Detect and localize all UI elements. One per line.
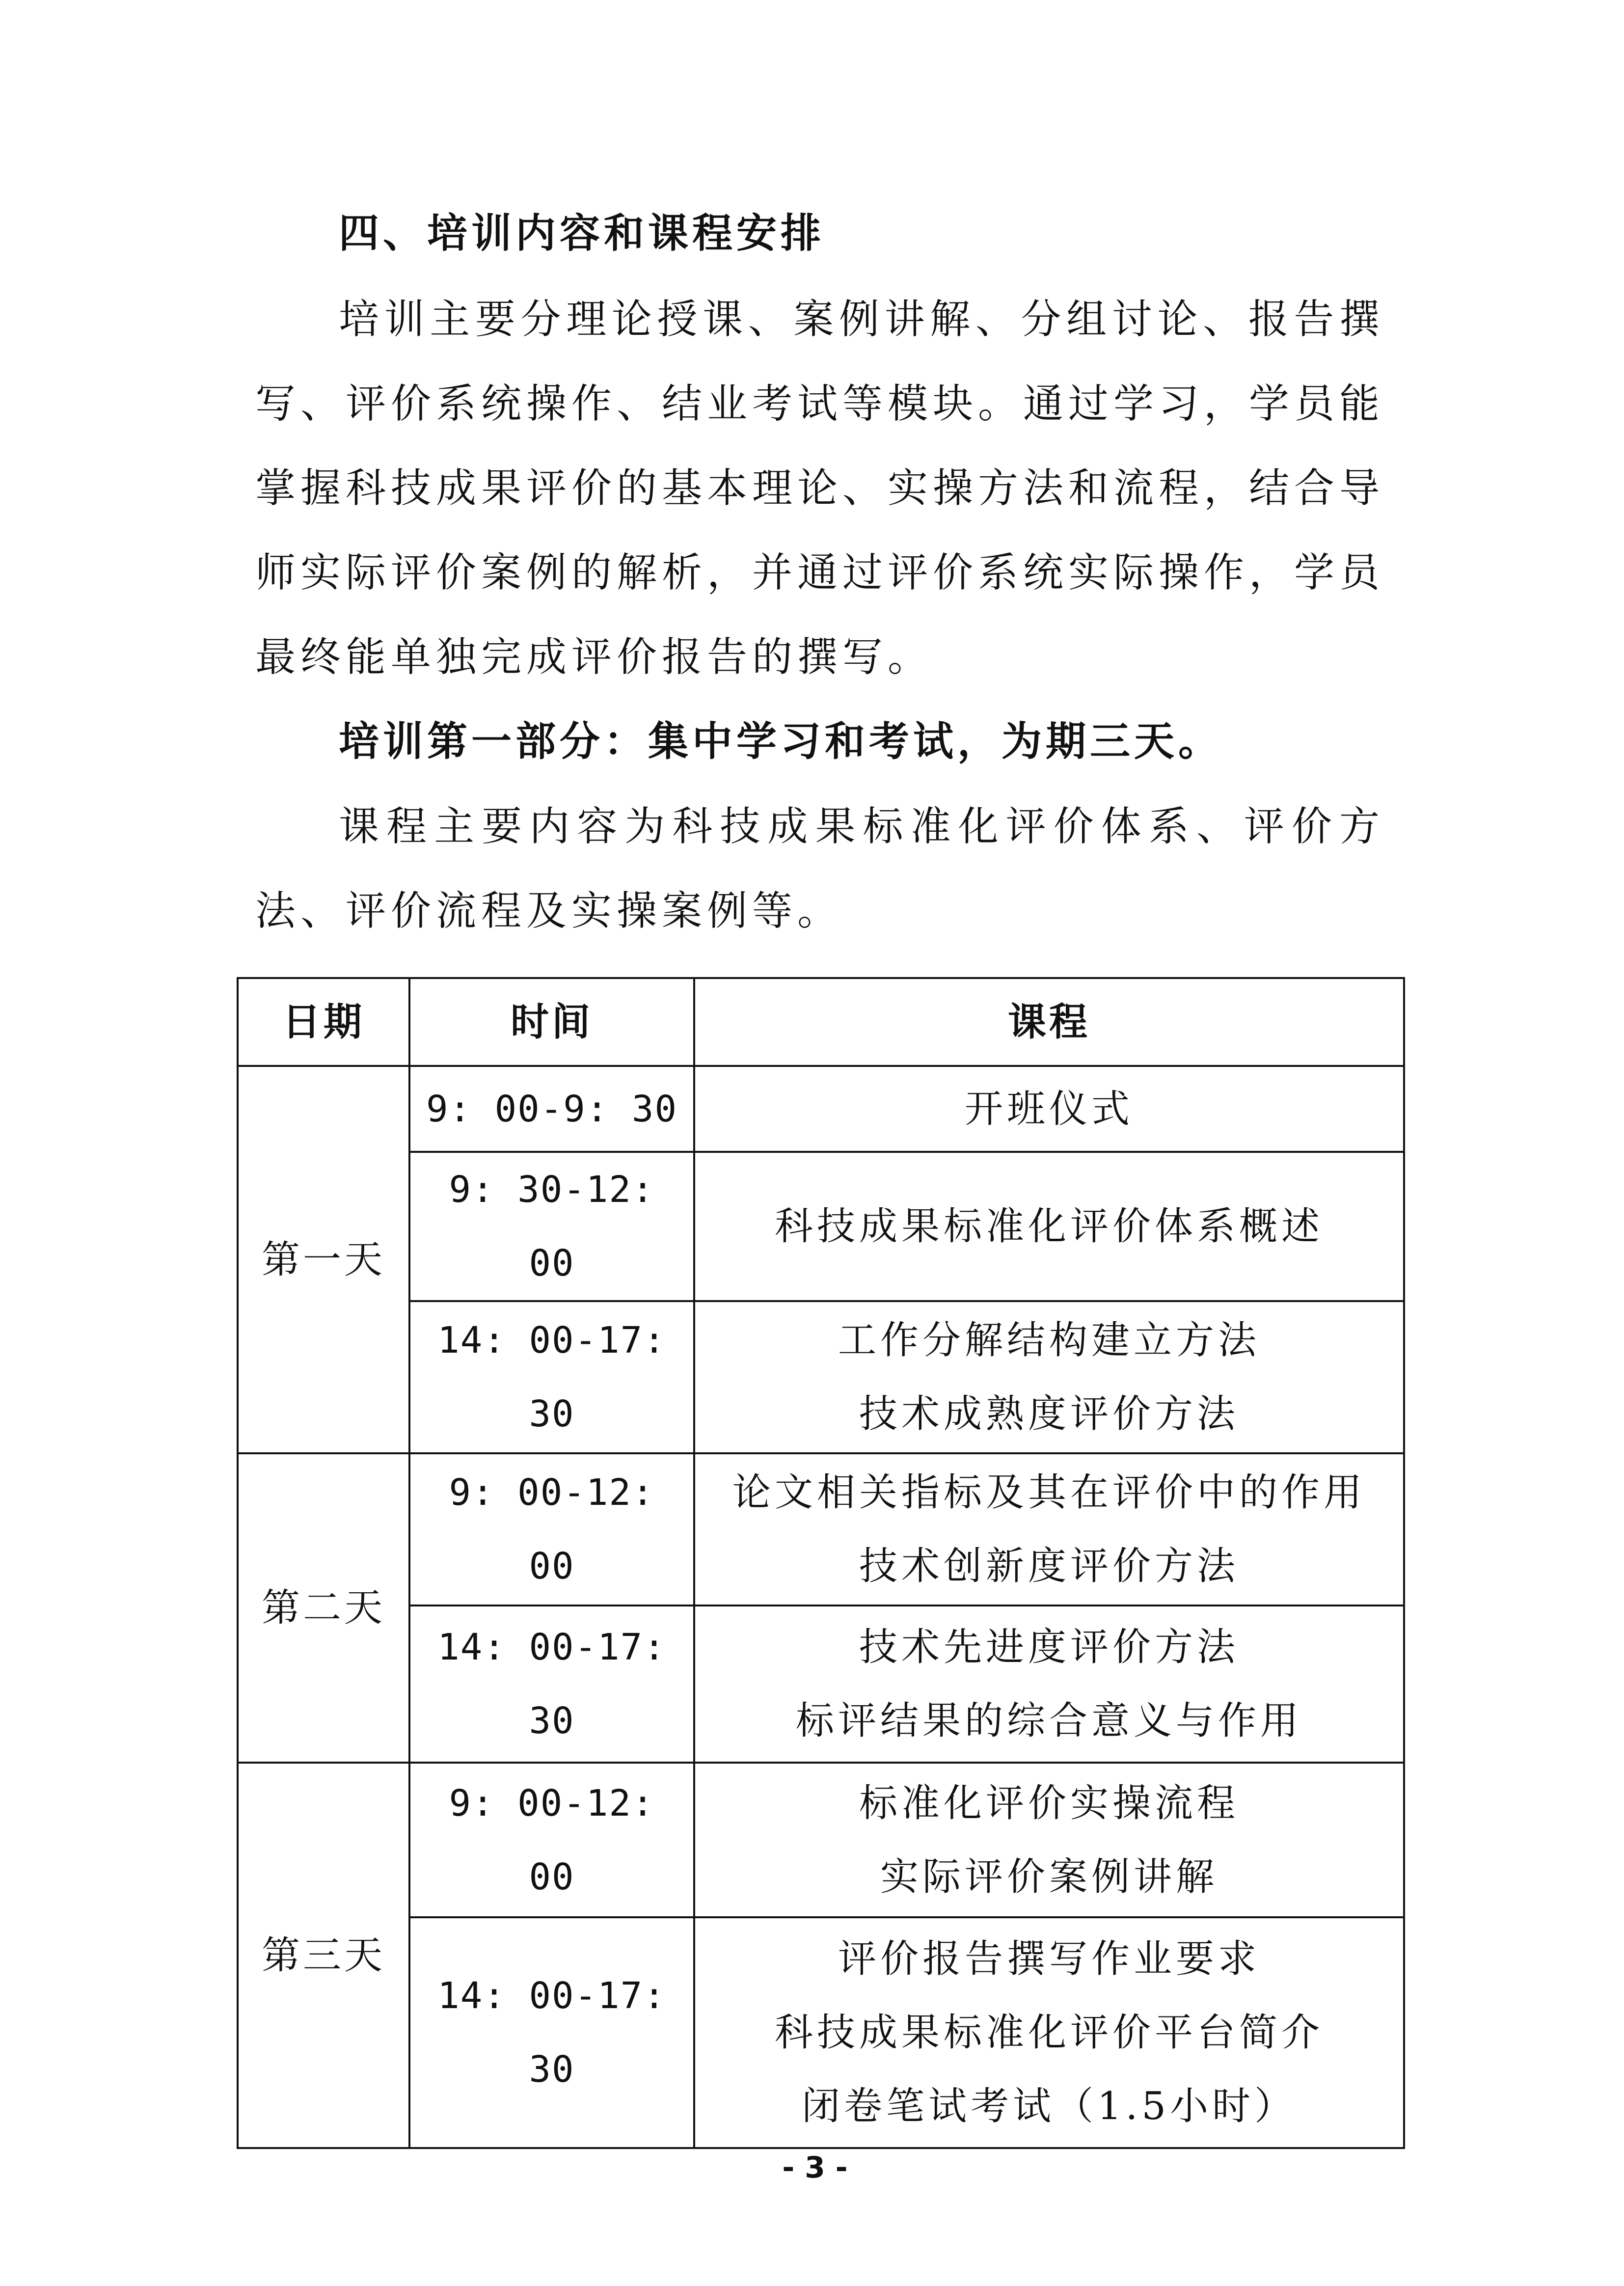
page-number: - 3 - (782, 2150, 848, 2185)
time-cell: 14: 00-17: 30 (409, 1606, 694, 1763)
day-cell-1: 第一天 (238, 1066, 409, 1453)
table-row (238, 1606, 1404, 1763)
course-item: 工作分解结构建立方法 (838, 1318, 1260, 1362)
table-row (238, 1763, 1404, 1917)
table-row (238, 1301, 1404, 1453)
time-cell: 14: 00-17: 30 (409, 1301, 694, 1453)
course-item: 闭卷笔试考试（1.5小时） (801, 2084, 1297, 2128)
header-time: 时间 (409, 978, 694, 1066)
course-summary-paragraph: 课程主要内容为科技成果标准化评价体系、评价方法、评价流程及实操案例等。 (255, 803, 1384, 934)
course-cell (694, 1606, 1404, 1763)
course-cell (694, 1453, 1404, 1606)
course-item: 实际评价案例讲解 (880, 1854, 1218, 1899)
time-cell: 9: 00-9: 30 (409, 1066, 694, 1152)
intro-paragraph: 培训主要分理论授课、案例讲解、分组讨论、报告撰写、评价系统操作、结业考试等模块。通过学习，学员能掌握科技成果评价的基本理论、实操方法和流程，结合导师实际评价案例的解析，并通过评价系统实际操作，学员最终能单独完成评价报告的撰写。 (255, 296, 1385, 680)
course-item: 标准化评价实操流程 (859, 1781, 1239, 1825)
course-cell (694, 1917, 1404, 2148)
table-row (238, 1066, 1404, 1152)
table-row (238, 1917, 1404, 2148)
course-item: 技术创新度评价方法 (859, 1544, 1239, 1588)
header-course: 课程 (694, 978, 1404, 1066)
course-item: 技术先进度评价方法 (859, 1625, 1239, 1669)
course-schedule-table (237, 977, 1405, 2149)
course-item: 技术成熟度评价方法 (859, 1392, 1239, 1436)
time-cell: 14: 00-17: 30 (409, 1917, 694, 2148)
header-date: 日期 (238, 978, 409, 1066)
part-one-heading: 培训第一部分：集中学习和考试，为期三天。 (339, 718, 1223, 765)
course-item: 科技成果标准化评价体系概述 (774, 1204, 1324, 1249)
course-cell (694, 1066, 1404, 1152)
time-cell: 9: 00-12: 00 (409, 1763, 694, 1917)
table-row (238, 1152, 1404, 1301)
course-cell (694, 1301, 1404, 1453)
time-cell: 9: 30-12: 00 (409, 1152, 694, 1301)
day-cell-2: 第二天 (238, 1453, 409, 1763)
course-item: 标评结果的综合意义与作用 (795, 1699, 1302, 1743)
course-item: 开班仪式 (964, 1087, 1134, 1131)
table-row (238, 1453, 1404, 1606)
section-heading: 四、培训内容和课程安排 (339, 210, 825, 257)
course-item: 论文相关指标及其在评价中的作用 (732, 1470, 1366, 1515)
time-cell: 9: 00-12: 00 (409, 1453, 694, 1606)
course-item: 科技成果标准化评价平台简介 (774, 2011, 1324, 2055)
course-cell (694, 1763, 1404, 1917)
day-cell-3: 第三天 (238, 1763, 409, 2148)
table-header-row (238, 978, 1404, 1066)
course-cell (694, 1152, 1404, 1301)
course-item: 评价报告撰写作业要求 (838, 1937, 1260, 1981)
